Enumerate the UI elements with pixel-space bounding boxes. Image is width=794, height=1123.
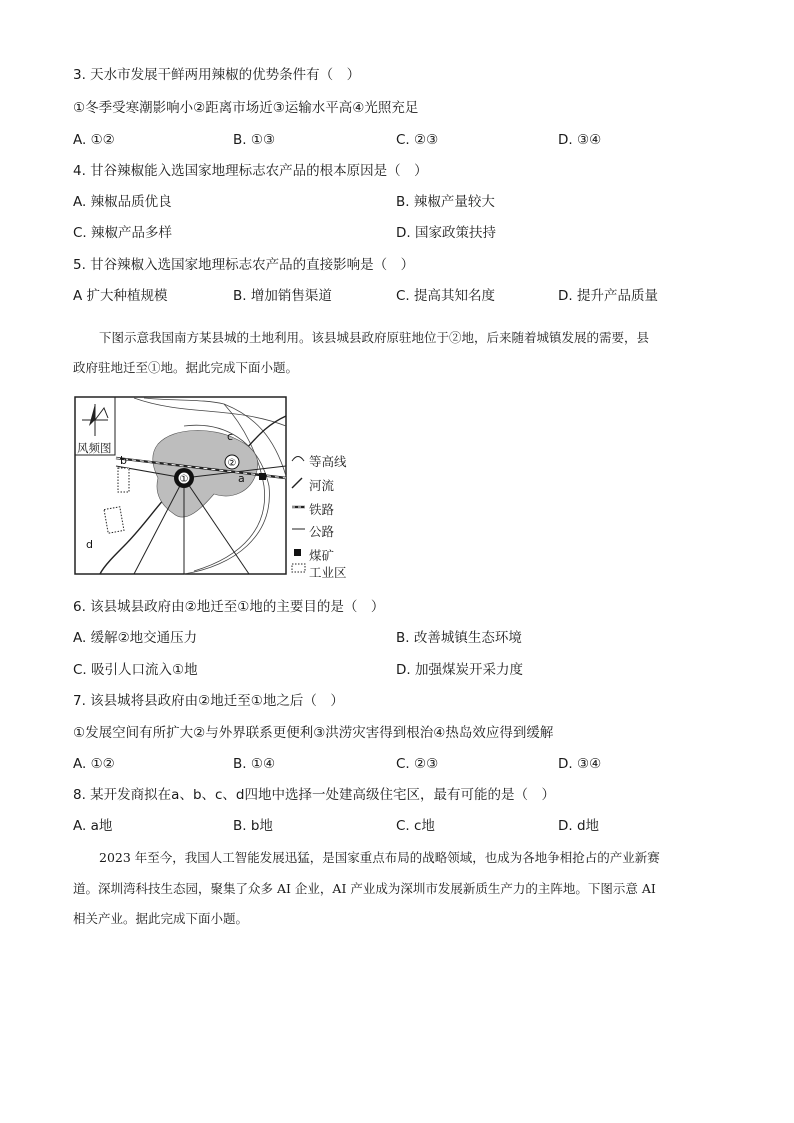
label-c: c — [227, 430, 234, 443]
passage2-line3: 相关产业。据此完成下面小题。 — [73, 911, 249, 926]
legend-industrial-zone: 工业区 — [309, 565, 347, 580]
label-d: d — [86, 538, 93, 551]
legend-symbols — [292, 457, 305, 573]
q3-detail: ①冬季受寒潮影响小②距离市场近③运输水平高④光照充足 — [73, 100, 419, 116]
legend-railway: 铁路 — [309, 502, 335, 517]
passage1-line1: 下图示意我国南方某县城的土地利用。该县城县政府原驻地位于②地，后来随着城镇发展的需要，县 — [99, 330, 650, 345]
q7-option-c: C. ②③ — [396, 756, 439, 772]
q7-option-b: B. ①④ — [233, 756, 276, 772]
q4-option-c: C. 辣椒产品多样 — [73, 225, 173, 241]
passage2-line2: 道。深圳湾科技生态园，聚集了众多 AI 企业，AI 产业成为深圳市发展新质生产力的主阵地。下图示意 AI — [73, 881, 656, 896]
legend-contour-icon — [292, 457, 304, 462]
wind-rose-label: 风频图 — [77, 441, 112, 455]
site-2-label: ② — [227, 458, 237, 469]
q5-option-a: A 扩大种植规模 — [73, 288, 168, 304]
q4-option-b: B. 辣椒产量较大 — [396, 194, 495, 210]
legend-river-icon — [292, 478, 302, 488]
legend-coal-mine: 煤矿 — [309, 548, 335, 563]
q6-stem: 6. 该县城县政府由②地迁至①地的主要目的是（ ） — [73, 599, 385, 615]
q3-option-c: C. ②③ — [396, 132, 439, 148]
coal-mine-marker — [259, 473, 266, 480]
q6-option-c: C. 吸引人口流入①地 — [73, 662, 198, 678]
label-b: b — [120, 454, 127, 467]
q7-option-a: A. ①② — [73, 756, 115, 772]
legend-coal-mine-icon — [294, 549, 301, 556]
q4-option-a: A. 辣椒品质优良 — [73, 194, 172, 210]
industrial-zone-b — [118, 468, 129, 492]
q4-stem: 4. 甘谷辣椒能入选国家地理标志农产品的根本原因是（ ） — [73, 163, 428, 179]
q3-option-d: D. ③④ — [558, 132, 602, 148]
legend-river: 河流 — [309, 478, 335, 493]
wind-rose-icon — [82, 404, 108, 436]
site-1-label: ① — [179, 474, 189, 485]
passage2-line1: 2023 年至今，我国人工智能发展迅猛，是国家重点布局的战略领域，也成为各地争相抢占的产业新赛 — [99, 850, 660, 865]
q7-option-d: D. ③④ — [558, 756, 602, 772]
q4-option-d: D. 国家政策扶持 — [396, 225, 496, 241]
q6-option-a: A. 缓解②地交通压力 — [73, 630, 198, 646]
q8-option-a: A. a地 — [73, 818, 113, 834]
passage1-line2: 政府驻地迁至①地。据此完成下面小题。 — [73, 360, 299, 375]
q3-option-b: B. ①③ — [233, 132, 276, 148]
industrial-zone — [104, 507, 124, 533]
q5-option-b: B. 增加销售渠道 — [233, 288, 332, 304]
q8-option-b: B. b地 — [233, 818, 273, 834]
legend-contour: 等高线 — [309, 454, 347, 469]
label-a: a — [238, 472, 245, 485]
q6-option-b: B. 改善城镇生态环境 — [396, 630, 522, 646]
q7-detail: ①发展空间有所扩大②与外界联系更便利③洪涝灾害得到根治④热岛效应得到缓解 — [73, 725, 554, 741]
q8-stem: 8. 某开发商拟在a、b、c、d四地中选择一处建高级住宅区，最有可能的是（ ） — [73, 787, 556, 803]
legend-industrial-icon — [292, 564, 305, 572]
q8-option-c: C. c地 — [396, 818, 435, 834]
q3-option-a: A. ①② — [73, 132, 115, 148]
q8-option-d: D. d地 — [558, 818, 600, 834]
legend-road: 公路 — [309, 524, 335, 539]
q5-stem: 5. 甘谷辣椒入选国家地理标志农产品的直接影响是（ ） — [73, 257, 415, 273]
q5-option-c: C. 提高其知名度 — [396, 288, 496, 304]
q6-option-d: D. 加强煤炭开采力度 — [396, 662, 523, 678]
q7-stem: 7. 该县城将县政府由②地迁至①地之后（ ） — [73, 693, 344, 709]
q5-option-d: D. 提升产品质量 — [558, 288, 658, 304]
q3-stem: 3. 天水市发展干鲜两用辣椒的优势条件有（ ） — [73, 67, 361, 83]
